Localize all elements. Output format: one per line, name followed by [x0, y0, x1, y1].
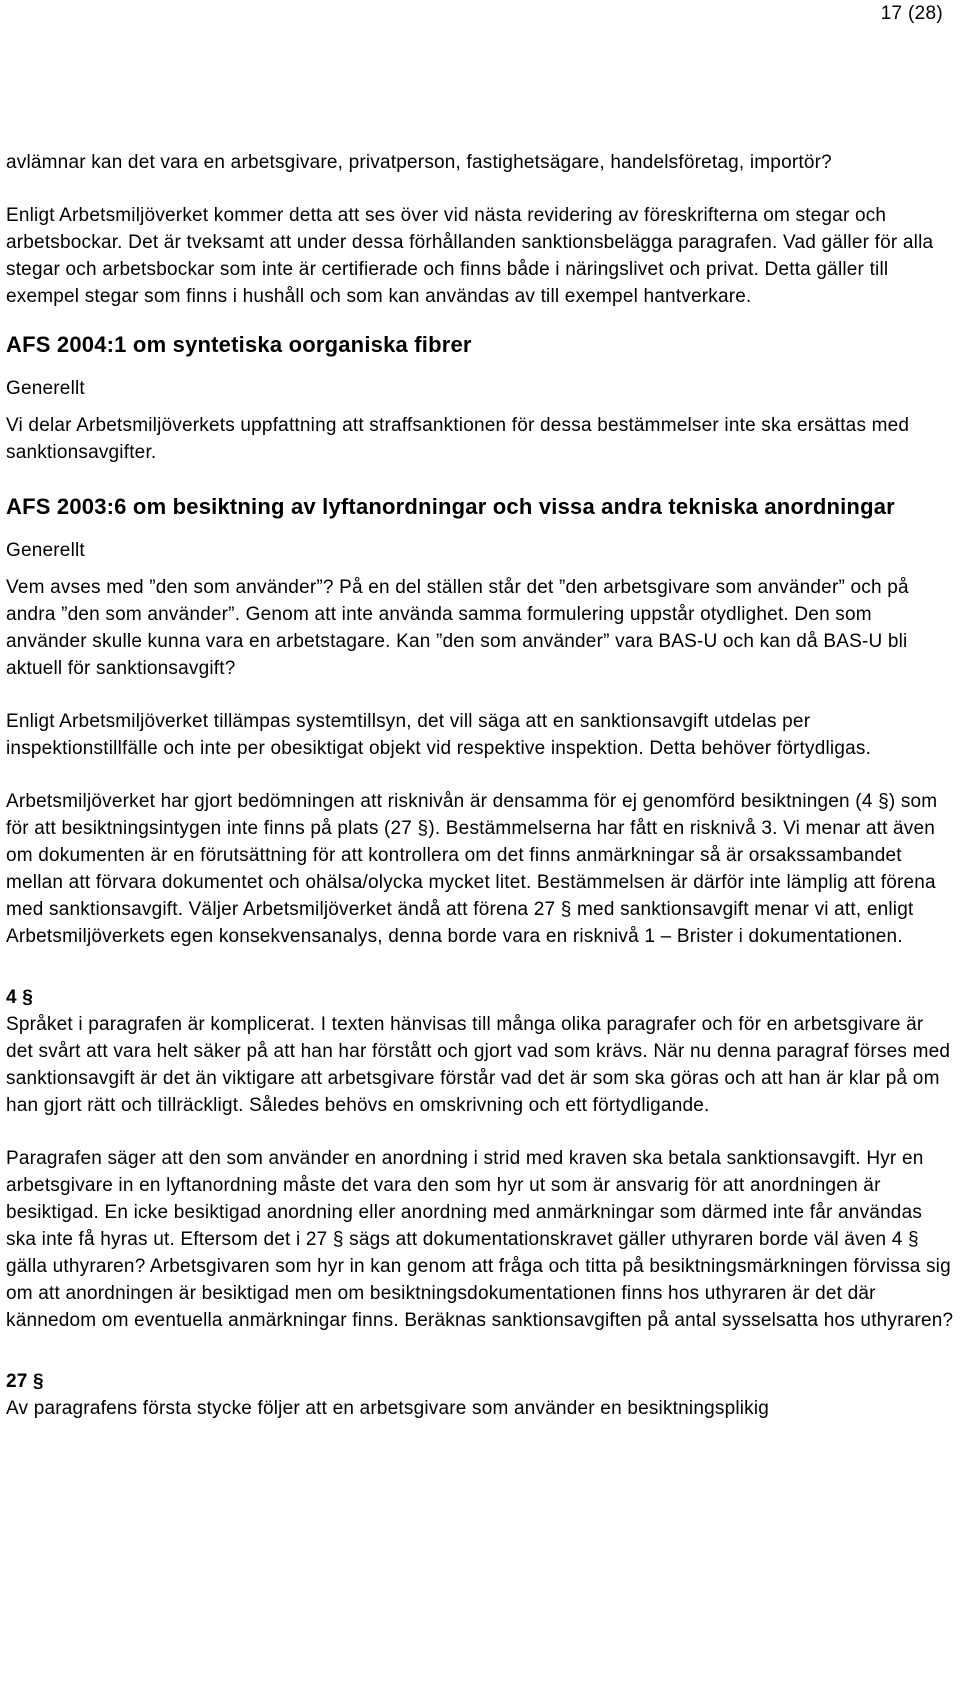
section-label-27-paragraf: 27 § — [6, 1371, 44, 1392]
afs-2004-paragraph-1: Vi delar Arbetsmiljöverkets uppfattning att straffsanktionen för dessa bestämmelser inte ska ersättas med sanktionsavgifter. — [6, 415, 910, 463]
afs-2003-paragraph-3: Arbetsmiljöverket har gjort bedömningen att risknivån är densamma för ej genomförd besiktningen (4 §) som för att besiktningsintygen inte finns på plats (27 §). Bestämmelserna har fått en risknivå 3. Vi menar att även om dokumenten är en förutsättning för att kontrollera om det finns anmärkningar så är orsakssambandet mellan att förvara dokumentet och ohälsa/olycka mycket litet. Bestämmelsen är därför inte lämplig att förena med sanktionsavgift. Väljer Arbetsmiljöverket ändå att förena 27 § med sanktionsavgift menar vi att, enligt Arbetsmiljöverkets egen konsekvensanalys, denna borde vara en risknivå 1 – Brister i dokumentationen. — [6, 791, 938, 947]
para-4-paragraph-2: Paragrafen säger att den som använder en anordning i strid med kraven ska betala sanktionsavgift. Hyr en arbetsgivare in en lyftanordning måste det vara den som hyr ut som är ansvarig för att anordningen är besiktigad. En icke besiktigad anordning eller anordning med anmärkningar som därmed inte får användas ska inte få hyras ut. Eftersom det i 27 § sägs att dokumentationskravet gäller uthyraren borde väl även 4 § gälla uthyraren? Arbetsgivaren som hyr in kan genom att fråga och titta på besiktningsmärkningen förvissa sig om att anordningen är besiktigad men om besiktningsdokumentationen finns hos uthyraren är det där kännedom om eventuella anmärkningar finns. Beräknas sanktionsavgiften på antal sysselsatta hos uthyraren? — [6, 1148, 954, 1331]
page-number: 17 (28) — [880, 3, 943, 24]
para-4-paragraph-1: Språket i paragrafen är komplicerat. I texten hänvisas till många olika paragrafer och för en arbetsgivare är det svårt att vara helt säker på att han har förstått och gjort vad som krävs. När nu denna paragraf förses med sanktionsavgift är det än viktigare att arbetsgivare förstår vad det är som ska göras och att han är klar på om han gjort rätt och tillräckligt. Således behövs en omskrivning och ett förtydligande. — [6, 1014, 951, 1116]
section-label-4-paragraf: 4 § — [6, 987, 34, 1008]
intro-paragraph-2: Enligt Arbetsmiljöverket kommer detta att ses över vid nästa revidering av föreskrifterna om stegar och arbetsbockar. Det är tveksamt att under dessa förhållanden sanktionsbelägga paragrafen. Vad gäller för alla stegar och arbetsbockar som inte är certifierade och finns både i näringslivet och privat. Detta gäller till exempel stegar som finns i hushåll och som kan användas av till exempel hantverkare. — [6, 205, 934, 307]
afs-2003-paragraph-1: Vem avses med ”den som använder”? På en del ställen står det ”den arbetsgivare som använder” och på andra ”den som använder”. Genom att inte använda samma formulering uppstår otydlighet. Den som använder skulle kunna vara en arbetstagare. Kan ”den som använder” vara BAS-U och kan då BAS-U bli aktuell för sanktionsavgift? — [6, 577, 909, 679]
section-subheading-generellt: Generellt — [6, 540, 85, 561]
section-subheading-generellt: Generellt — [6, 378, 85, 399]
para-27-paragraph-1: Av paragrafens första stycke följer att en arbetsgivare som använder en besiktningsplikig — [6, 1398, 770, 1419]
section-heading-afs-2004: AFS 2004:1 om syntetiska oorganiska fibrer — [6, 332, 472, 357]
document-body — [6, 149, 954, 1422]
intro-paragraph-1: avlämnar kan det vara en arbetsgivare, privatperson, fastighetsägare, handelsföretag, importör? — [6, 152, 832, 173]
afs-2003-paragraph-2: Enligt Arbetsmiljöverket tillämpas systemtillsyn, det vill säga att en sanktionsavgift utdelas per inspektionstillfälle och inte per obesiktigat objekt vid respektive inspektion. Detta behöver förtydligas. — [6, 711, 872, 759]
section-heading-afs-2003: AFS 2003:6 om besiktning av lyftanordningar och vissa andra tekniska anordningar — [6, 494, 895, 519]
